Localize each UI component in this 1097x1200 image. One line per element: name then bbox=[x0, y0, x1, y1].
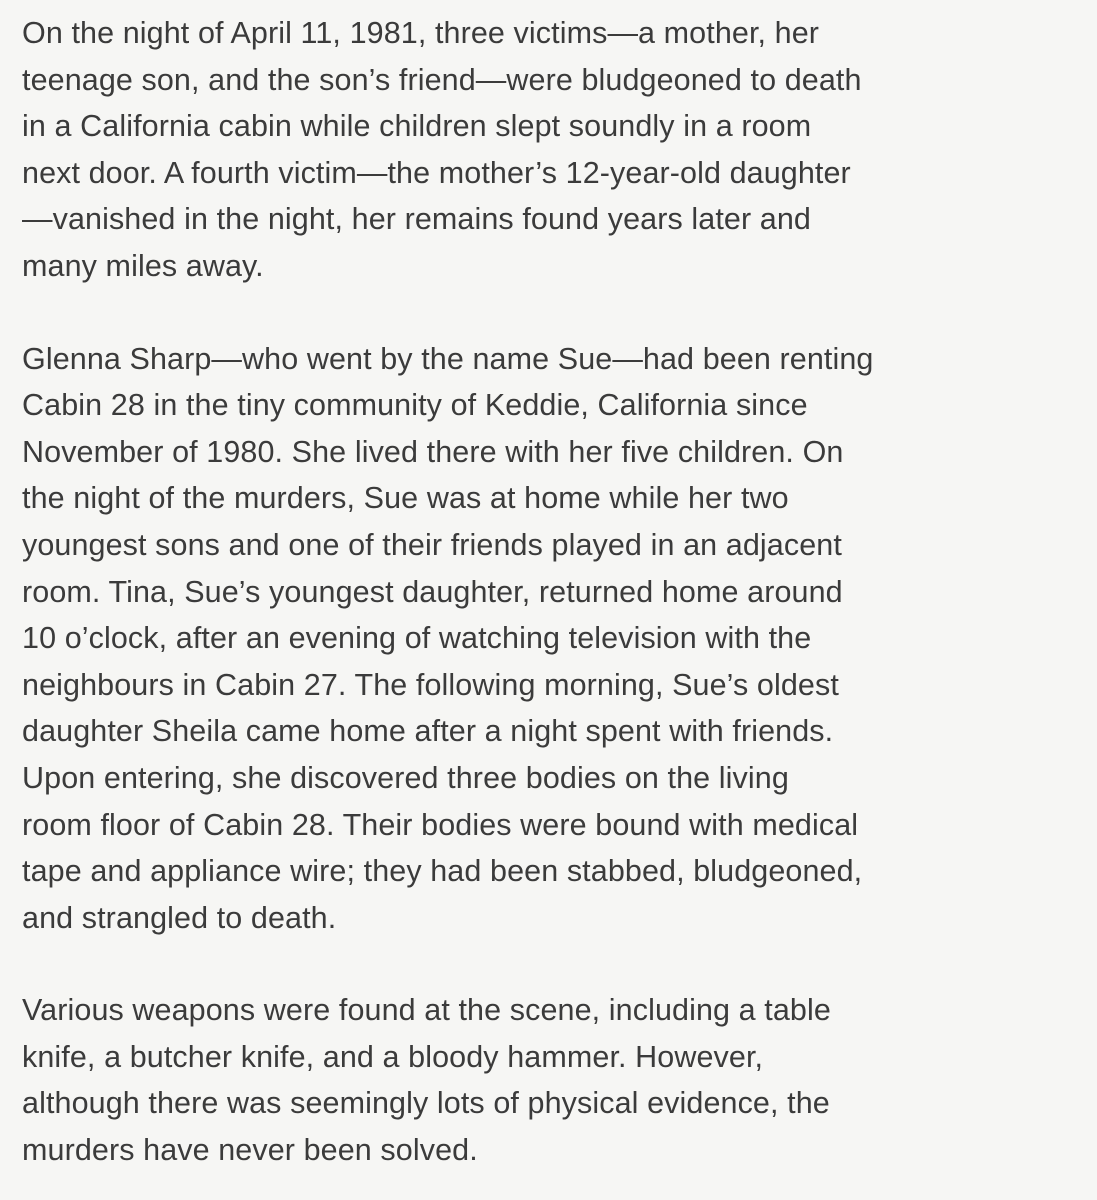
text-line: November of 1980. She lived there with her five children. On bbox=[22, 434, 844, 469]
text-line: in a California cabin while children slept soundly in a room bbox=[22, 109, 812, 144]
text-line: Cabin 28 in the tiny community of Keddie, California since bbox=[22, 388, 808, 423]
text-line: although there was seemingly lots of physical evidence, the bbox=[22, 1086, 830, 1121]
text-line: 10 o’clock, after an evening of watching television with the bbox=[22, 621, 812, 656]
paragraph-3 bbox=[22, 987, 1067, 1173]
text-line: room floor of Cabin 28. Their bodies were bound with medical bbox=[22, 807, 859, 842]
text-line: many miles away. bbox=[22, 248, 264, 283]
text-line: the night of the murders, Sue was at home while her two bbox=[22, 481, 789, 516]
text-line: and strangled to death. bbox=[22, 900, 337, 935]
text-line: teenage son, and the son’s friend—were bludgeoned to death bbox=[22, 62, 862, 97]
text-line: Various weapons were found at the scene, including a table bbox=[22, 993, 831, 1028]
text-line: daughter Sheila came home after a night spent with friends. bbox=[22, 714, 834, 749]
text-line: Glenna Sharp—who went by the name Sue—had been renting bbox=[22, 341, 874, 376]
paragraph-1 bbox=[22, 10, 1067, 290]
text-line: next door. A fourth victim—the mother’s 12-year-old daughter bbox=[22, 155, 851, 190]
paragraph-2 bbox=[22, 336, 1067, 942]
text-line: knife, a butcher knife, and a bloody hammer. However, bbox=[22, 1039, 764, 1074]
text-line: On the night of April 11, 1981, three victims—a mother, her bbox=[22, 16, 820, 50]
text-line: —vanished in the night, her remains found years later and bbox=[22, 202, 811, 237]
text-line: Upon entering, she discovered three bodies on the living bbox=[22, 760, 789, 795]
text-line: youngest sons and one of their friends played in an adjacent bbox=[22, 527, 842, 562]
text-line: tape and appliance wire; they had been stabbed, bludgeoned, bbox=[22, 854, 863, 889]
text-line: neighbours in Cabin 27. The following morning, Sue’s oldest bbox=[22, 667, 839, 702]
article-body bbox=[22, 10, 1067, 1174]
text-line: murders have never been solved. bbox=[22, 1133, 478, 1168]
text-line: room. Tina, Sue’s youngest daughter, returned home around bbox=[22, 574, 843, 609]
